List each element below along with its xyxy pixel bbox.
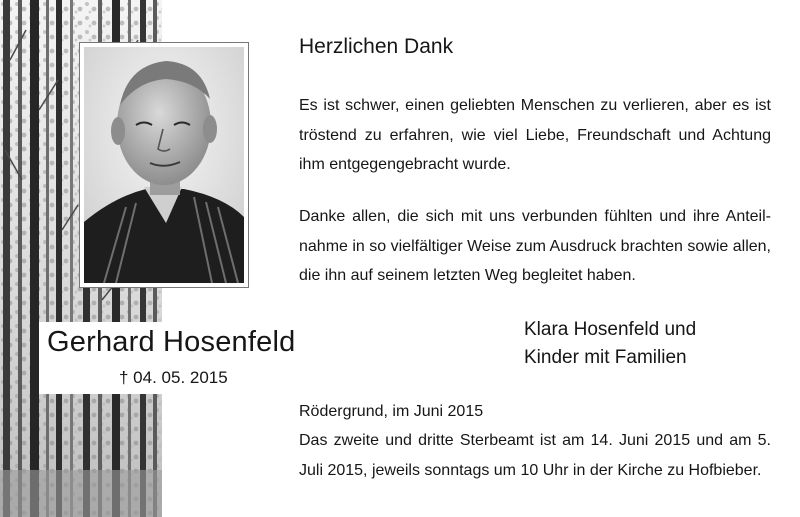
place-date: Rödergrund, im Juni 2015 (299, 403, 484, 420)
memorial-service-info: Das zweite und dritte Sterbeamt ist am 14. Juni 2015 und am 5. Juli 2015, jeweils sonntags um 10 Uhr in der Kirche zu Hofbieber. (299, 432, 771, 479)
portrait-frame (79, 42, 249, 288)
deceased-name: Gerhard Hosenfeld (47, 326, 296, 358)
notice-paragraph-2: Danke allen, die sich mit uns verbunden fühlten und ihre Anteilnahme in so vielfältiger Weise zum Ausdruck brachten sowie allen, die ihn auf seinem letzten Weg begleitet haben. (299, 208, 771, 284)
signoff-line-1: Klara Hosenfeld und (524, 319, 697, 340)
name-box (39, 322, 316, 394)
portrait-photo (84, 47, 244, 283)
family-signoff (524, 316, 696, 372)
signoff-line-2: Kinder mit Familien (524, 347, 687, 368)
notice-heading: Herzlichen Dank (299, 35, 454, 58)
notice-paragraph-1: Es ist schwer, einen geliebten Menschen zu verlieren, aber es ist tröstend zu erfahren, wie viel Liebe, Freundschaft und Achtung ihm entgegengebracht wurde. (299, 97, 771, 173)
death-date: † 04. 05. 2015 (119, 368, 228, 387)
